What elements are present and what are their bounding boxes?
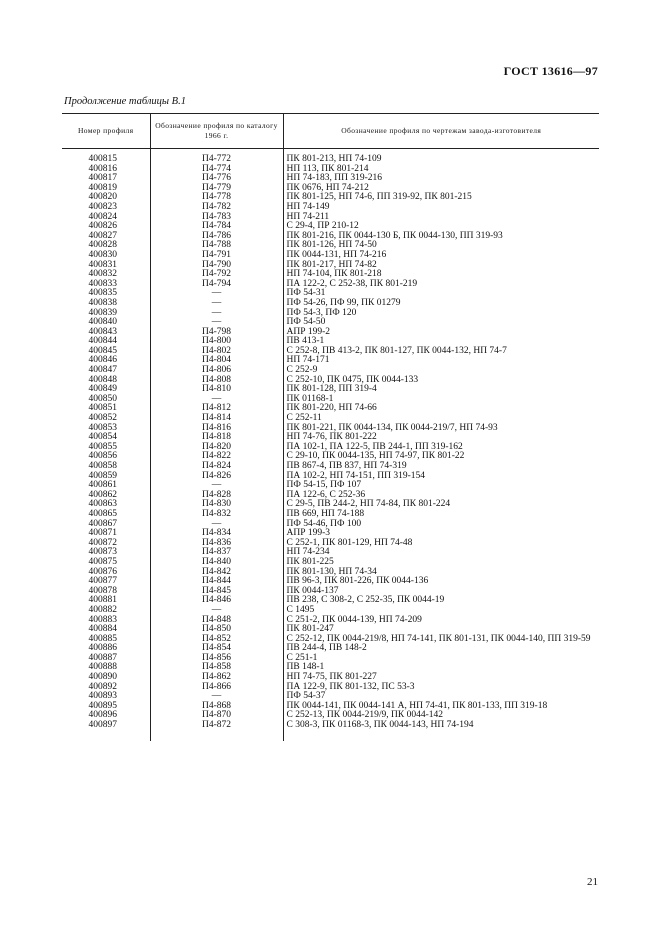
profile-number-cell: 400893 xyxy=(88,691,117,702)
factory-designation-cell: С 308-3, ПК 01168-3, ПК 0044-143, НП 74-194 xyxy=(283,721,599,741)
catalog-designation-cell: П4-832 xyxy=(150,510,283,520)
factory-designation-cell: ПК 01168-1 xyxy=(283,395,599,405)
profile-number-cell: 400862 xyxy=(88,489,117,500)
factory-designation-cell: С 252-13, ПК 0044-219/9, ПК 0044-142 xyxy=(283,711,599,721)
factory-designation-cell: ПФ 54-37 xyxy=(283,692,599,702)
profile-number-cell: 400865 xyxy=(88,508,117,519)
catalog-designation-cell: П4-846 xyxy=(150,596,283,606)
factory-designation-cell: ПА 122-2, С 252-38, ПК 801-219 xyxy=(283,280,599,290)
profile-number-cell: 400843 xyxy=(88,326,117,337)
catalog-designation-cell: П4-776 xyxy=(150,174,283,184)
catalog-designation-cell: — xyxy=(150,395,283,405)
profile-number-cell: 400886 xyxy=(88,643,117,654)
factory-designation-cell: ПФ 54-15, ПФ 107 xyxy=(283,481,599,491)
catalog-designation-cell: П4-814 xyxy=(150,414,283,424)
table-row xyxy=(62,683,599,693)
factory-designation-cell: ПК 0044-131, НП 74-216 xyxy=(283,251,599,261)
factory-designation-cell: ПК 801-220, НП 74-66 xyxy=(283,404,599,414)
profile-number-cell: 400830 xyxy=(88,249,117,260)
profile-number-cell: 400831 xyxy=(88,259,117,270)
factory-designation-cell: С 252-9 xyxy=(283,366,599,376)
factory-designation-cell: НП 74-171 xyxy=(283,356,599,366)
factory-designation-cell: ПВ 96-3, ПК 801-226, ПК 0044-136 xyxy=(283,577,599,587)
catalog-designation-cell: П4-772 xyxy=(150,149,283,165)
factory-designation-cell: ПВ 867-4, ПВ 837, НП 74-319 xyxy=(283,462,599,472)
catalog-designation-cell: П4-854 xyxy=(150,644,283,654)
factory-designation-cell: ПВ 669, НП 74-188 xyxy=(283,510,599,520)
profile-number-cell: 400872 xyxy=(88,537,117,548)
table-row xyxy=(62,149,599,165)
profile-number-cell: 400882 xyxy=(88,604,117,615)
profile-number-cell: 400854 xyxy=(88,432,117,443)
factory-designation-cell: С 252-12, ПК 0044-219/8, НП 74-141, ПК 801-131, ПК 0044-140, ПП 319-59 xyxy=(283,635,599,645)
catalog-designation-cell: П4-800 xyxy=(150,337,283,347)
table-body xyxy=(62,149,599,741)
catalog-designation-cell: П4-862 xyxy=(150,673,283,683)
profile-number-cell: 400835 xyxy=(88,288,117,299)
factory-designation-cell: АПР 199-2 xyxy=(283,328,599,338)
factory-designation-cell: С 251-1 xyxy=(283,654,599,664)
factory-designation-cell: НП 74-234 xyxy=(283,548,599,558)
profile-number-cell: 400881 xyxy=(88,595,117,606)
header-factory-designation: Обозначение профиля по чертежам завода-изготовителя xyxy=(283,114,599,149)
profile-number-cell: 400877 xyxy=(88,576,117,587)
factory-designation-cell: НП 74-75, ПК 801-227 xyxy=(283,673,599,683)
profile-number-cell: 400887 xyxy=(88,652,117,663)
factory-designation-cell: НП 74-211 xyxy=(283,213,599,223)
factory-designation-cell: ПФ 54-26, ПФ 99, ПК 01279 xyxy=(283,299,599,309)
catalog-designation-cell: — xyxy=(150,520,283,530)
catalog-designation-cell: — xyxy=(150,318,283,328)
catalog-designation-cell: П4-790 xyxy=(150,261,283,271)
table-row xyxy=(62,654,599,664)
profile-number-cell: 400873 xyxy=(88,547,117,558)
profile-number-cell: 400827 xyxy=(88,230,117,241)
profile-number-cell: 400833 xyxy=(88,278,117,289)
catalog-designation-cell: П4-782 xyxy=(150,203,283,213)
table-row xyxy=(62,721,599,741)
factory-designation-cell: ПФ 54-31 xyxy=(283,289,599,299)
factory-designation-cell: С 252-8, ПВ 413-2, ПК 801-127, ПК 0044-132, НП 74-7 xyxy=(283,347,599,357)
catalog-designation-cell: П4-820 xyxy=(150,443,283,453)
factory-designation-cell: ПК 0044-141, ПК 0044-141 А, НП 74-41, ПК 801-133, ПП 319-18 xyxy=(283,702,599,712)
catalog-designation-cell: — xyxy=(150,692,283,702)
catalog-designation-cell: П4-786 xyxy=(150,232,283,242)
factory-designation-cell: АПР 199-3 xyxy=(283,529,599,539)
factory-designation-cell: С 252-1, ПК 801-129, НП 74-48 xyxy=(283,539,599,549)
catalog-designation-cell: П4-779 xyxy=(150,184,283,194)
table-row xyxy=(62,309,599,319)
catalog-designation-cell: П4-852 xyxy=(150,635,283,645)
catalog-designation-cell: П4-834 xyxy=(150,529,283,539)
table-row xyxy=(62,347,599,357)
profile-number-cell: 400885 xyxy=(88,633,117,644)
catalog-designation-cell: П4-872 xyxy=(150,721,283,741)
profile-number-cell: 400892 xyxy=(88,681,117,692)
profile-number-cell: 400876 xyxy=(88,566,117,577)
table-row xyxy=(62,356,599,366)
catalog-designation-cell: П4-818 xyxy=(150,433,283,443)
factory-designation-cell: ПФ 54-3, ПФ 120 xyxy=(283,309,599,319)
factory-designation-cell: ПВ 238, С 308-2, С 252-35, ПК 0044-19 xyxy=(283,596,599,606)
page-number: 21 xyxy=(587,876,598,888)
catalog-designation-cell: П4-850 xyxy=(150,625,283,635)
profile-number-cell: 400839 xyxy=(88,307,117,318)
catalog-designation-cell: П4-816 xyxy=(150,424,283,434)
profile-number-cell: 400845 xyxy=(88,345,117,356)
profile-number-cell: 400848 xyxy=(88,374,117,385)
profile-number-cell: 400849 xyxy=(88,384,117,395)
factory-designation-cell: С 251-2, ПК 0044-139, НП 74-209 xyxy=(283,616,599,626)
factory-designation-cell: ПК 801-217, НП 74-82 xyxy=(283,261,599,271)
profile-number-cell: 400883 xyxy=(88,614,117,625)
factory-designation-cell: ПК 0676, НП 74-212 xyxy=(283,184,599,194)
factory-designation-cell: НП 74-183, ПП 319-216 xyxy=(283,174,599,184)
factory-designation-cell: НП 74-149 xyxy=(283,203,599,213)
catalog-designation-cell: П4-856 xyxy=(150,654,283,664)
profile-number-cell: 400823 xyxy=(88,201,117,212)
profile-number-cell: 400815 xyxy=(88,154,117,164)
factory-designation-cell: ПФ 54-50 xyxy=(283,318,599,328)
catalog-designation-cell: П4-842 xyxy=(150,568,283,578)
profile-number-cell: 400890 xyxy=(88,672,117,683)
profile-number-cell: 400847 xyxy=(88,365,117,376)
profile-number-cell: 400863 xyxy=(88,499,117,510)
catalog-designation-cell: П4-804 xyxy=(150,356,283,366)
profile-number-cell: 400867 xyxy=(88,518,117,529)
catalog-designation-cell: П4-866 xyxy=(150,683,283,693)
profile-number-cell: 400817 xyxy=(88,173,117,184)
table-row xyxy=(62,520,599,530)
catalog-designation-cell: П4-836 xyxy=(150,539,283,549)
catalog-designation-cell: П4-845 xyxy=(150,587,283,597)
table-header-row xyxy=(62,114,599,149)
factory-designation-cell: С 252-10, ПК 0475, ПК 0044-133 xyxy=(283,376,599,386)
catalog-designation-cell: П4-798 xyxy=(150,328,283,338)
profile-number-cell: 400838 xyxy=(88,297,117,308)
factory-designation-cell: ПА 122-9, ПК 801-132, ПС 53-3 xyxy=(283,683,599,693)
table-row xyxy=(62,280,599,290)
profile-number-cell: 400852 xyxy=(88,413,117,424)
table-row xyxy=(62,328,599,338)
catalog-designation-cell: — xyxy=(150,606,283,616)
factory-designation-cell: С 29-4, ПР 210-12 xyxy=(283,222,599,232)
catalog-designation-cell: П4-828 xyxy=(150,491,283,501)
table-row xyxy=(62,203,599,213)
catalog-designation-cell: — xyxy=(150,289,283,299)
profile-number-cell: 400884 xyxy=(88,624,117,635)
profile-number-cell: 400820 xyxy=(88,192,117,203)
factory-designation-cell: ПА 122-6, С 252-36 xyxy=(283,491,599,501)
header-profile-number: Номер профиля xyxy=(62,114,150,149)
factory-designation-cell: НП 74-104, ПК 801-218 xyxy=(283,270,599,280)
factory-designation-cell: С 1495 xyxy=(283,606,599,616)
factory-designation-cell: С 252-11 xyxy=(283,414,599,424)
profile-number-cell: 400861 xyxy=(88,480,117,491)
factory-designation-cell: ПК 801-213, НП 74-109 xyxy=(283,149,599,165)
profile-number-cell: 400878 xyxy=(88,585,117,596)
profile-number-cell: 400846 xyxy=(88,355,117,366)
catalog-designation-cell: П4-810 xyxy=(150,385,283,395)
factory-designation-cell: ПК 801-216, ПК 0044-130 Б, ПК 0044-130, ПП 319-93 xyxy=(283,232,599,242)
catalog-designation-cell: П4-791 xyxy=(150,251,283,261)
factory-designation-cell: ПК 801-247 xyxy=(283,625,599,635)
catalog-designation-cell: П4-858 xyxy=(150,663,283,673)
profile-number-cell: 400897 xyxy=(88,720,117,731)
catalog-designation-cell: П4-822 xyxy=(150,452,283,462)
catalog-designation-cell: П4-837 xyxy=(150,548,283,558)
factory-designation-cell: ПА 102-2, НП 74-151, ПП 319-154 xyxy=(283,472,599,482)
profile-number-cell: 400856 xyxy=(88,451,117,462)
profile-table xyxy=(62,113,599,741)
profile-number-cell: 400844 xyxy=(88,336,117,347)
profile-number-cell: 400888 xyxy=(88,662,117,673)
document-header: ГОСТ 13616—97 xyxy=(503,64,598,78)
profile-number-cell: 400853 xyxy=(88,422,117,433)
profile-number-cell: 400851 xyxy=(88,403,117,414)
profile-number-cell: 400871 xyxy=(88,528,117,539)
catalog-designation-cell: П4-808 xyxy=(150,376,283,386)
catalog-designation-cell: П4-774 xyxy=(150,165,283,175)
table-row xyxy=(62,539,599,549)
factory-designation-cell: ПК 0044-137 xyxy=(283,587,599,597)
catalog-designation-cell: П4-784 xyxy=(150,222,283,232)
factory-designation-cell: НП 113, ПК 801-214 xyxy=(283,165,599,175)
factory-designation-cell: ПФ 54-46, ПФ 100 xyxy=(283,520,599,530)
catalog-designation-cell: П4-870 xyxy=(150,711,283,721)
factory-designation-cell: ПВ 413-1 xyxy=(283,337,599,347)
header-catalog-designation: Обозначение профиля по каталогу 1966 г. xyxy=(150,114,283,149)
profile-number-cell: 400855 xyxy=(88,441,117,452)
catalog-designation-cell: П4-824 xyxy=(150,462,283,472)
catalog-designation-cell: П4-783 xyxy=(150,213,283,223)
profile-number-cell: 400896 xyxy=(88,710,117,721)
catalog-designation-cell: П4-778 xyxy=(150,193,283,203)
profile-number-cell: 400816 xyxy=(88,163,117,174)
profile-number-cell: 400875 xyxy=(88,556,117,567)
factory-designation-cell: ПВ 244-4, ПВ 148-2 xyxy=(283,644,599,654)
factory-designation-cell: ПК 801-126, НП 74-50 xyxy=(283,241,599,251)
factory-designation-cell: ПВ 148-1 xyxy=(283,663,599,673)
catalog-designation-cell: П4-844 xyxy=(150,577,283,587)
table-row xyxy=(62,318,599,328)
factory-designation-cell: НП 74-76, ПК 801-222 xyxy=(283,433,599,443)
catalog-designation-cell: П4-830 xyxy=(150,500,283,510)
table-caption: Продолжение таблицы В.1 xyxy=(64,96,186,107)
profile-number-cell: 400832 xyxy=(88,269,117,280)
factory-designation-cell: ПК 801-225 xyxy=(283,558,599,568)
factory-designation-cell: С 29-10, ПК 0044-135, НП 74-97, ПК 801-22 xyxy=(283,452,599,462)
catalog-designation-cell: П4-788 xyxy=(150,241,283,251)
profile-number-cell: 400819 xyxy=(88,182,117,193)
profile-number-cell: 400858 xyxy=(88,461,117,471)
factory-designation-cell: ПК 801-125, НП 74-6, ПП 319-92, ПК 801-215 xyxy=(283,193,599,203)
factory-designation-cell: ПК 801-128, ПП 319-4 xyxy=(283,385,599,395)
catalog-designation-cell: П4-806 xyxy=(150,366,283,376)
profile-number-cell: 400828 xyxy=(88,240,117,251)
factory-designation-cell: ПК 801-130, НП 74-34 xyxy=(283,568,599,578)
profile-number-cell: 400850 xyxy=(88,393,117,404)
catalog-designation-cell: П4-802 xyxy=(150,347,283,357)
factory-designation-cell: ПК 801-221, ПК 0044-134, ПК 0044-219/7, НП 74-93 xyxy=(283,424,599,434)
catalog-designation-cell: П4-840 xyxy=(150,558,283,568)
catalog-designation-cell: П4-794 xyxy=(150,280,283,290)
catalog-designation-cell: — xyxy=(150,481,283,491)
profile-number-cell: 400840 xyxy=(88,317,117,328)
table-row xyxy=(62,644,599,654)
catalog-designation-cell: П4-792 xyxy=(150,270,283,280)
factory-designation-cell: ПА 102-1, ПА 122-5, ПВ 244-1, ПП 319-162 xyxy=(283,443,599,453)
catalog-designation-cell: П4-868 xyxy=(150,702,283,712)
table-row xyxy=(62,404,599,414)
catalog-designation-cell: П4-826 xyxy=(150,472,283,482)
catalog-designation-cell: — xyxy=(150,299,283,309)
profile-number-cell: 400824 xyxy=(88,211,117,222)
catalog-designation-cell: — xyxy=(150,309,283,319)
profile-number-cell: 400859 xyxy=(88,470,117,481)
table-row xyxy=(62,193,599,203)
table-row xyxy=(62,596,599,606)
profile-number-cell: 400895 xyxy=(88,700,117,711)
profile-number-cell: 400826 xyxy=(88,221,117,232)
catalog-designation-cell: П4-812 xyxy=(150,404,283,414)
catalog-designation-cell: П4-848 xyxy=(150,616,283,626)
factory-designation-cell: С 29-5, ПВ 244-2, НП 74-84, ПК 801-224 xyxy=(283,500,599,510)
